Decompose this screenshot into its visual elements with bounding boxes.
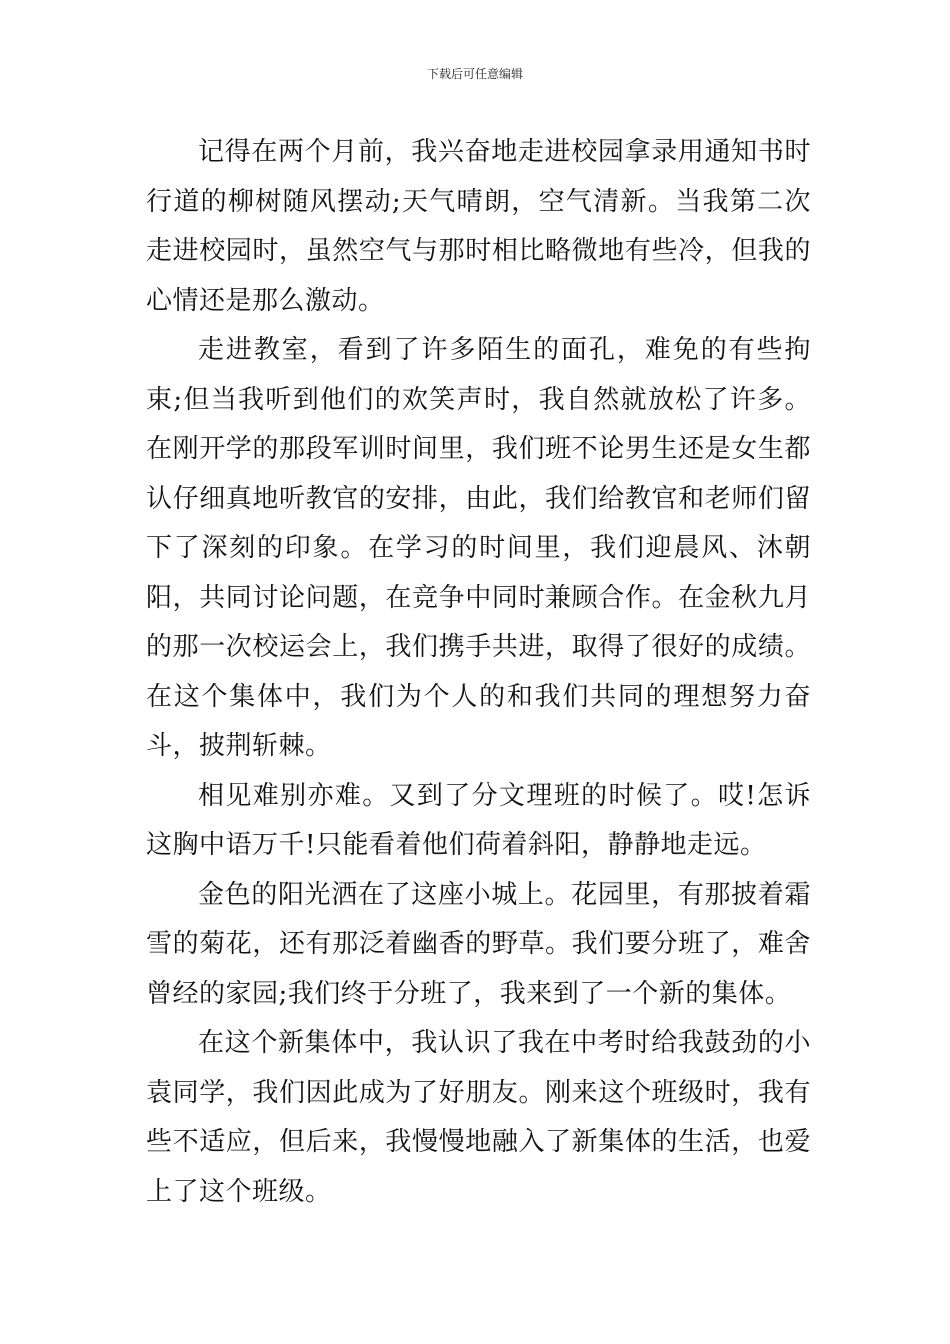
paragraph-2: 走进教室，看到了许多陌生的面孔，难免的有些拘束;但当我听到他们的欢笑声时，我自然就放松了许多。在刚开学的那段军训时间里，我们班不论男生还是女生都认仔细真地听教官的安排，由此，我们给教官和老师们留下了深刻的印象。在学习的时间里，我们迎晨风、沐朝阳，共同讨论问题，在竞争中同时兼顾合作。在金秋九月的那一次校运会上，我们携手共进，取得了很好的成绩。在这个集体中，我们为个人的和我们共同的理想努力奋斗，披荆斩棘。 bbox=[146, 335, 811, 761]
essay-body bbox=[146, 128, 811, 1217]
page-header-note: 下载后可任意编辑 bbox=[426, 67, 523, 81]
paragraph-5: 在这个新集体中，我认识了我在中考时给我鼓劲的小袁同学，我们因此成为了好朋友。刚来这个班级时，我有些不适应，但后来，我慢慢地融入了新集体的生活，也爱上了这个班级。 bbox=[146, 1028, 811, 1207]
paragraph-1: 记得在两个月前，我兴奋地走进校园拿录用通知书时行道的柳树随风摆动;天气晴朗，空气清新。当我第二次走进校园时，虽然空气与那时相比略微地有些冷，但我的心情还是那么激动。 bbox=[146, 137, 811, 316]
paragraph-3: 相见难别亦难。又到了分文理班的时候了。哎!怎诉这胸中语万千!只能看着他们荷着斜阳，静静地走远。 bbox=[146, 780, 811, 860]
paragraph-4: 金色的阳光洒在了这座小城上。花园里，有那披着霜雪的菊花，还有那泛着幽香的野草。我们要分班了，难舍曾经的家园;我们终于分班了，我来到了一个新的集体。 bbox=[146, 879, 811, 1009]
